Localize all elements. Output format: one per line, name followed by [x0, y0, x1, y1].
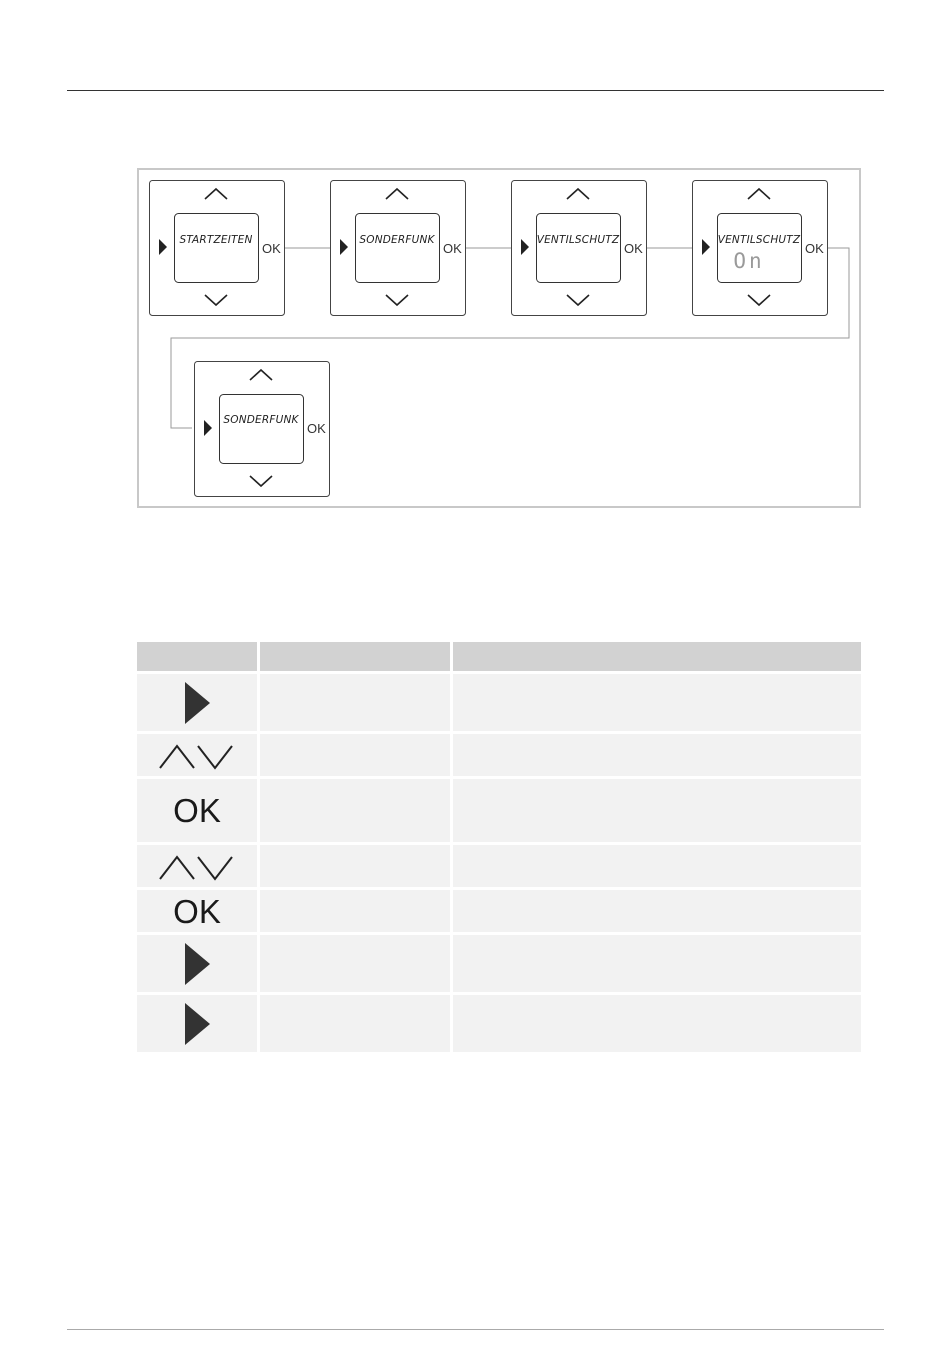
table-row [137, 890, 861, 932]
up-down-arrows-icon [158, 740, 236, 770]
play-triangle-icon [182, 941, 212, 987]
table-cell [260, 845, 450, 887]
header-cell-icon [137, 642, 257, 671]
bottom-rule [67, 1329, 884, 1330]
up-down-arrows-icon [158, 851, 236, 881]
device-screen-2 [331, 181, 466, 316]
ok-label: OK [173, 892, 221, 930]
table-row [137, 935, 861, 992]
icon-cell [137, 674, 257, 731]
menu-flow-diagram [137, 168, 861, 508]
icon-cell [137, 779, 257, 842]
device-screen-4 [693, 181, 828, 316]
table-cell [260, 734, 450, 776]
icon-cell [137, 734, 257, 776]
table-cell [453, 995, 861, 1052]
lcd-display [175, 214, 259, 283]
header-cell-2 [260, 642, 450, 671]
ok-label: OK [624, 241, 643, 256]
ok-label: OK [805, 241, 824, 256]
table-row [137, 734, 861, 776]
header-cell-3 [453, 642, 861, 671]
menu-flow-svg [139, 170, 859, 506]
table-header-row [137, 642, 861, 671]
device-screen-5 [195, 362, 330, 497]
table-row [137, 674, 861, 731]
lcd-label: STARTZEITEN [179, 234, 253, 246]
table-cell [453, 890, 861, 932]
lcd-display [220, 395, 304, 464]
icon-cell [137, 935, 257, 992]
table-cell [453, 845, 861, 887]
table-cell [260, 935, 450, 992]
play-triangle-icon [182, 680, 212, 726]
lcd-label: SONDERFUNK [223, 414, 299, 426]
table-cell [260, 890, 450, 932]
table-cell [453, 935, 861, 992]
icon-cell [137, 845, 257, 887]
table-cell [260, 674, 450, 731]
lcd-display [537, 214, 621, 283]
table-cell [453, 674, 861, 731]
table-cell [453, 779, 861, 842]
table-cell [260, 779, 450, 842]
ok-label: OK [262, 241, 281, 256]
lcd-label: SONDERFUNK [359, 234, 435, 246]
play-triangle-icon [182, 1001, 212, 1047]
table-cell [260, 995, 450, 1052]
table-cell [453, 734, 861, 776]
table-row [137, 779, 861, 842]
table-row [137, 845, 861, 887]
steps-table [137, 642, 861, 1055]
ok-label: OK [443, 241, 462, 256]
lcd-display [356, 214, 440, 283]
lcd-label: VENTILSCHUTZ [717, 234, 801, 246]
top-rule [67, 90, 884, 91]
device-screen-1 [150, 181, 285, 316]
lcd-value: On [733, 249, 765, 273]
icon-cell [137, 995, 257, 1052]
lcd-label: VENTILSCHUTZ [536, 234, 620, 246]
icon-cell [137, 890, 257, 932]
ok-label: OK [307, 421, 326, 436]
ok-label: OK [173, 792, 221, 829]
table-row [137, 995, 861, 1052]
device-screen-3 [512, 181, 647, 316]
